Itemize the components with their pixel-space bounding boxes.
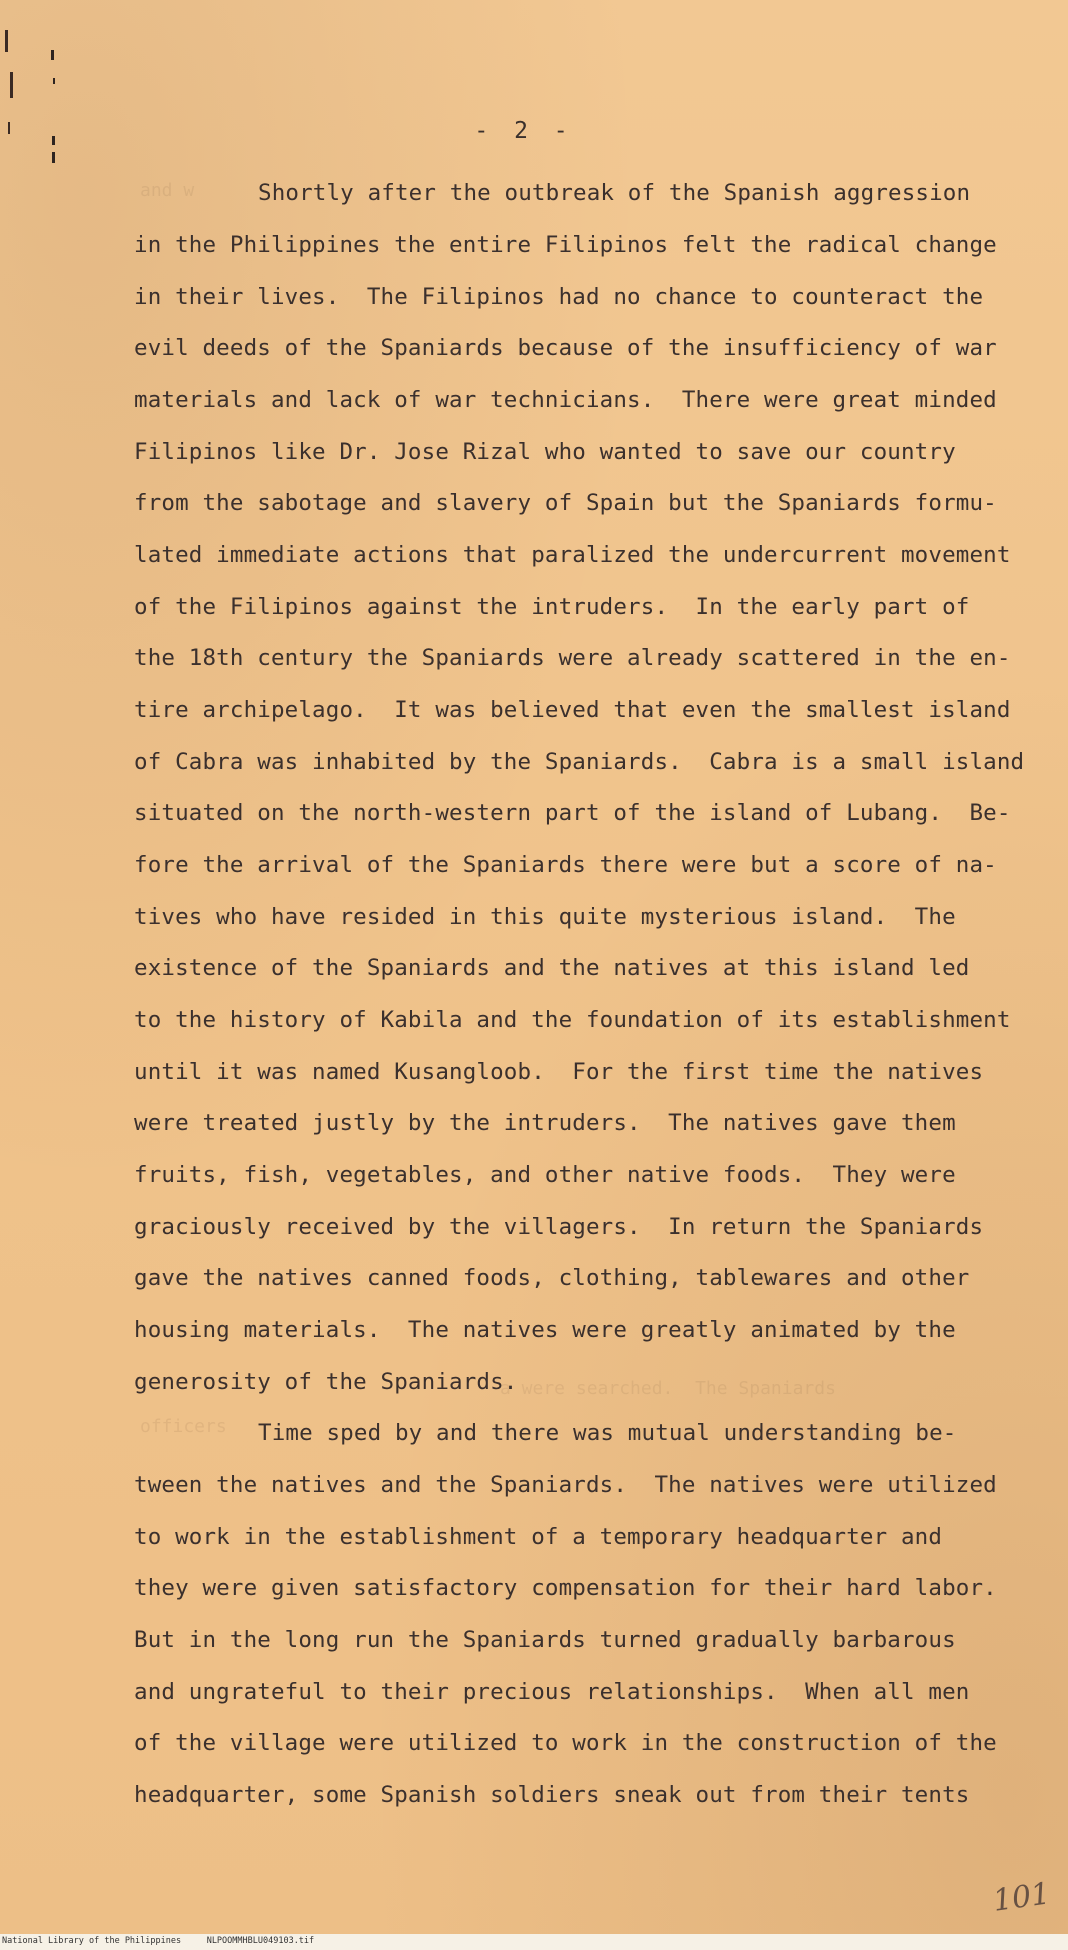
text-line: situated on the north-western part of the island of Lubang. Be- — [134, 800, 1011, 826]
text-line: tween the natives and the Spaniards. The natives were utilized — [134, 1472, 997, 1498]
binding-mark — [5, 30, 8, 52]
binding-mark — [8, 122, 10, 134]
text-line: were treated justly by the intruders. The natives gave them — [134, 1110, 956, 1136]
text-line: the 18th century the Spaniards were already scattered in the en- — [134, 645, 1011, 671]
text-line: evil deeds of the Spaniards because of the insufficiency of war — [134, 335, 997, 361]
text-line: to the history of Kabila and the foundation of its establishment — [134, 1007, 1011, 1033]
text-line: But in the long run the Spaniards turned gradually barbarous — [134, 1627, 956, 1653]
text-line: in their lives. The Filipinos had no chance to counteract the — [134, 284, 984, 310]
text-line: lated immediate actions that paralized the undercurrent movement — [134, 542, 1011, 568]
text-line: graciously received by the villagers. In return the Spaniards — [134, 1214, 984, 1240]
text-line: and ungrateful to their precious relationships. When all men — [134, 1679, 970, 1705]
text-line: housing materials. The natives were greatly animated by the — [134, 1317, 956, 1343]
text-line: fruits, fish, vegetables, and other native foods. They were — [134, 1162, 956, 1188]
archive-caption: National Library of the Philippines NLPOOMMHBLU049103.tif — [2, 1936, 315, 1946]
text-line: materials and lack of war technicians. There were great minded — [134, 387, 997, 413]
text-line: Time sped by and there was mutual understanding be- — [258, 1420, 957, 1446]
text-line: Filipinos like Dr. Jose Rizal who wanted to save our country — [134, 439, 956, 465]
text-line: tives who have resided in this quite mysterious island. The — [134, 904, 956, 930]
text-line: until it was named Kusangloob. For the first time the natives — [134, 1059, 984, 1085]
binding-mark — [10, 72, 13, 98]
ink-bleed: and w — [140, 180, 195, 201]
text-line: from the sabotage and slavery of Spain but the Spaniards formu- — [134, 490, 997, 516]
ink-bleed: a were searched. The Spaniards — [500, 1378, 836, 1399]
text-line: fore the arrival of the Spaniards there were but a score of na- — [134, 852, 997, 878]
text-line: generosity of the Spaniards. — [134, 1369, 518, 1395]
text-line: in the Philippines the entire Filipinos felt the radical change — [134, 232, 997, 258]
text-line: of Cabra was inhabited by the Spaniards. Cabra is a small island — [134, 749, 1025, 775]
handwritten-folio-number: 101 — [990, 1876, 1053, 1919]
binding-mark — [52, 136, 55, 145]
text-line: to work in the establishment of a temporary headquarter and — [134, 1524, 943, 1550]
binding-mark — [51, 50, 54, 60]
text-line: tire archipelago. It was believed that even the smallest island — [134, 697, 1011, 723]
text-line: of the Filipinos against the intruders. In the early part of — [134, 594, 970, 620]
text-line: of the village were utilized to work in the construction of the — [134, 1730, 997, 1756]
binding-mark — [53, 78, 55, 84]
text-line: they were given satisfactory compensation for their hard labor. — [134, 1575, 997, 1601]
text-line: headquarter, some Spanish soldiers sneak out from their tents — [134, 1782, 970, 1808]
page-number: - 2 - — [474, 118, 574, 144]
binding-marks — [0, 30, 70, 190]
text-line: gave the natives canned foods, clothing, tablewares and other — [134, 1265, 970, 1291]
text-line: existence of the Spaniards and the natives at this island led — [134, 955, 970, 981]
text-line: Shortly after the outbreak of the Spanish aggression — [258, 180, 971, 206]
ink-bleed: officers — [140, 1416, 227, 1437]
binding-mark — [52, 152, 55, 163]
